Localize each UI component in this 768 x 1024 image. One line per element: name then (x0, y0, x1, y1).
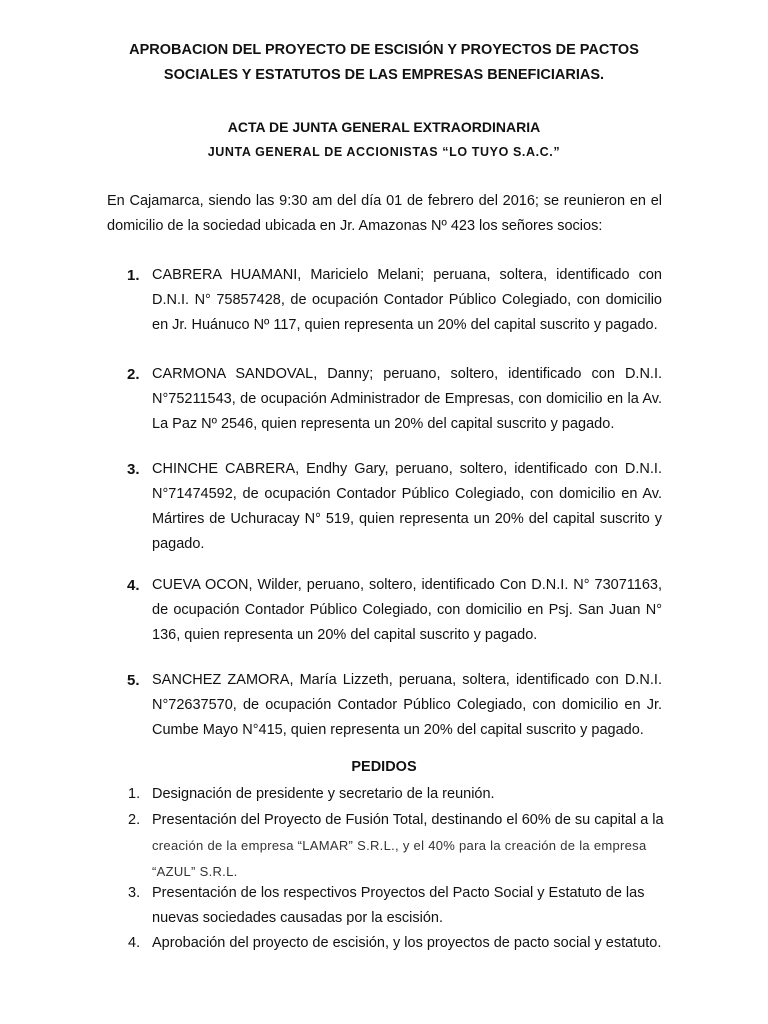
pedido-text: Aprobación del proyecto de escisión, y los proyectos de pacto social y estatuto. (152, 935, 662, 951)
junta-title: JUNTA GENERAL DE ACCIONISTAS “LO TUYO S.A.C.” (207, 145, 561, 159)
socio-number: 2. (127, 366, 140, 383)
pedido-text: Designación de presidente y secretario de la reunión. (152, 786, 495, 802)
pedido-text: Presentación de los respectivos Proyectos del Pacto Social y Estatuto de las nuevas sociedades causadas por la escisión. (152, 885, 645, 926)
socio-number: 3. (127, 461, 140, 478)
socio-number: 4. (127, 577, 140, 594)
pedido-number: 4. (128, 935, 141, 951)
socio-text: CUEVA OCON, Wilder, peruano, soltero, identificado Con D.N.I. N° 73071163, de ocupación Contador Público Colegiado, con domicilio en Psj. San Juan N° 136, quien representa un 20% del capital suscrito y pagado. (152, 577, 662, 643)
pedido-text-line-a: Presentación del Proyecto de Fusión Total, destinando el 60% de su capital a la (152, 812, 664, 828)
socio-number: 5. (127, 672, 140, 689)
pedido-number: 1. (128, 786, 141, 802)
title-line-2: SOCIALES Y ESTATUTOS DE LAS EMPRESAS BENEFICIARIAS. (163, 67, 605, 83)
intro-paragraph: En Cajamarca, siendo las 9:30 am del día 01 de febrero del 2016; se reunieron en el domicilio de la sociedad ubicada en Jr. Amazonas Nº 423 los señores socios: (107, 193, 662, 234)
title-line-1: APROBACION DEL PROYECTO DE ESCISIÓN Y PROYECTOS DE PACTOS (129, 42, 639, 58)
pedidos-title: PEDIDOS (351, 759, 417, 775)
acta-title: ACTA DE JUNTA GENERAL EXTRAORDINARIA (227, 119, 541, 135)
socio-text: CABRERA HUAMANI, Maricielo Melani; peruana, soltera, identificado con D.N.I. N° 75857428, de ocupación Contador Público Colegiado, con domicilio en Jr. Huánuco Nº 117, quien representa un 20% del capital suscrito y pagado. (152, 267, 662, 333)
pedido-number: 3. (128, 885, 141, 901)
socio-text: CARMONA SANDOVAL, Danny; peruano, soltero, identificado con D.N.I. N°75211543, de ocupación Administrador de Empresas, con domicilio en la Av. La Paz Nº 2546, quien representa un 20% del capital suscrito y pagado. (152, 366, 662, 432)
pedido-text (152, 808, 667, 885)
pedido-number: 2. (128, 812, 141, 828)
socio-text: CHINCHE CABRERA, Endhy Gary, peruano, soltero, identificado con D.N.I. N°71474592, de ocupación Contador Público Colegiado, con domicilio en Av. Mártires de Uchuracay N° 519, quien representa un 20% del capital suscrito y pagado. (152, 461, 662, 552)
socio-number: 1. (127, 267, 140, 284)
pedido-text-line-b: creación de la empresa “LAMAR” S.R.L., y el 40% para la creación de la empresa “AZUL” S.R.L. (152, 838, 647, 879)
socio-text: SANCHEZ ZAMORA, María Lizzeth, peruana, soltera, identificado con D.N.I. N°72637570, de ocupación Contador Público Colegiado, con domicilio en Jr. Cumbe Mayo N°415, quien representa un 20% del capital suscrito y pagado. (152, 672, 662, 738)
